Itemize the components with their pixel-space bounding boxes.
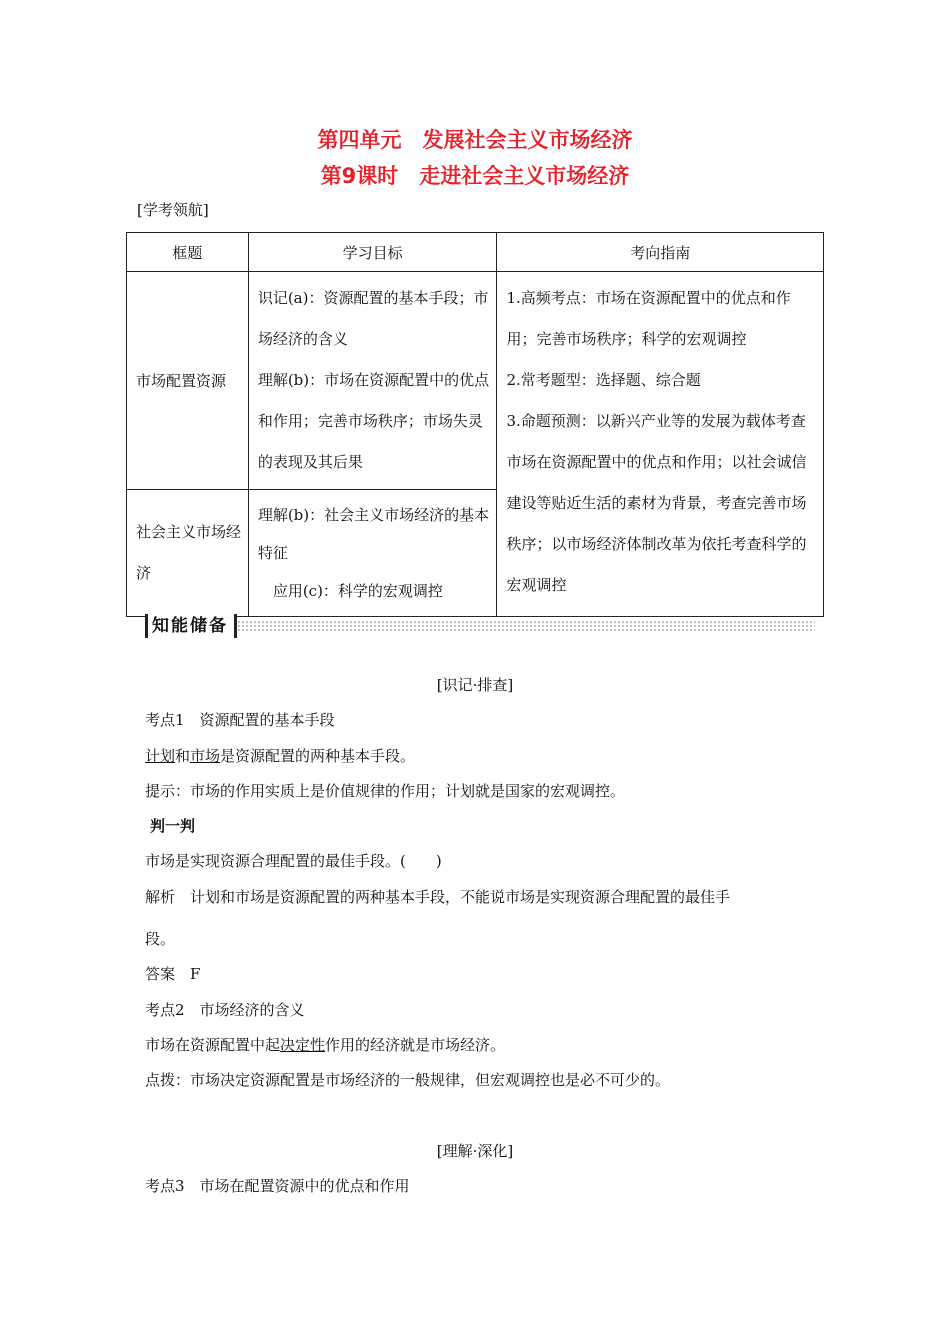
nav-label: [学考领航] [137, 201, 209, 219]
goal-text: 理解(b)：社会主义市场经济的基本特征 [257, 506, 490, 562]
study-guide-table [126, 232, 824, 617]
guide-text: 1.高频考点：市场在资源配置中的优点和作用；完善市场秩序；科学的宏观调控 [506, 289, 791, 348]
kp3-title: 考点3 市场在配置资源中的优点和作用 [145, 1177, 410, 1195]
header-guide: 考向指南 [497, 233, 824, 272]
table-row [127, 272, 824, 490]
analysis-text: 解析 计划和市场是资源配置的两种基本手段，不能说市场是实现资源合理配置的最佳手 [145, 888, 731, 906]
kp2-text [145, 1034, 505, 1055]
kp2-end: 作用的经济就是市场经济。 [325, 1036, 506, 1054]
header-goals: 学习目标 [248, 233, 497, 272]
section-header: [识记·排查] [436, 676, 514, 694]
tip-text: 提示：市场的作用实质上是价值规律的作用；计划就是国家的宏观调控。 [145, 782, 626, 800]
underline-term: 计划 [145, 747, 176, 765]
goal-text: 应用(c)：科学的宏观调控 [257, 582, 443, 600]
goal-text: 识记(a)：资源配置的基本手段；市场经济的含义 [257, 289, 489, 348]
kp1-text [145, 745, 415, 766]
guide-cell [497, 272, 824, 617]
answer-text: 答案 F [145, 965, 201, 983]
kp2-title: 考点2 市场经济的含义 [145, 1001, 305, 1019]
kp1-end: 是资源配置的两种基本手段。 [220, 747, 416, 765]
guide-text: 3.命题预测：以新兴产业等的发展为载体考查市场在资源配置中的优点和作用；以社会诚信建设等贴近生活的素材为背景，考查完善市场秩序；以市场经济体制改革为依托考查科学的宏观调控 [506, 412, 807, 594]
section-banner [145, 614, 815, 638]
header-frame: 框题 [127, 233, 249, 272]
kp2-pre: 市场在资源配置中起 [145, 1036, 281, 1054]
goals-cell [248, 490, 497, 617]
goals-cell [248, 272, 497, 490]
analysis-text-cont: 段。 [145, 930, 176, 948]
guide-text: 2.常考题型：选择题、综合题 [506, 371, 701, 389]
underline-term: 市场 [190, 747, 221, 765]
banner-dots [237, 620, 815, 632]
judge-label: 判一判 [150, 817, 196, 835]
kp1-joiner: 和 [175, 747, 191, 765]
lesson-title: 第9课时 走进社会主义市场经济 [320, 164, 630, 188]
goal-text: 理解(b)：市场在资源配置中的优点和作用；完善市场秩序；市场失灵的表现及其后果 [257, 371, 490, 471]
question-text: 市场是实现资源合理配置的最佳手段。( ) [145, 852, 442, 870]
frame-cell: 社会主义市场经济 [127, 490, 249, 617]
underline-term: 决定性 [280, 1036, 326, 1054]
unit-title: 第四单元 发展社会主义市场经济 [317, 128, 633, 152]
frame-cell: 市场配置资源 [127, 272, 249, 490]
hint-text: 点拨：市场决定资源配置是市场经济的一般规律，但宏观调控也是必不可少的。 [145, 1071, 671, 1089]
banner-label: 知能储备 [145, 614, 237, 638]
section-header: [理解·深化] [436, 1142, 514, 1160]
kp1-title: 考点1 资源配置的基本手段 [145, 711, 335, 729]
table-header-row [127, 233, 824, 272]
